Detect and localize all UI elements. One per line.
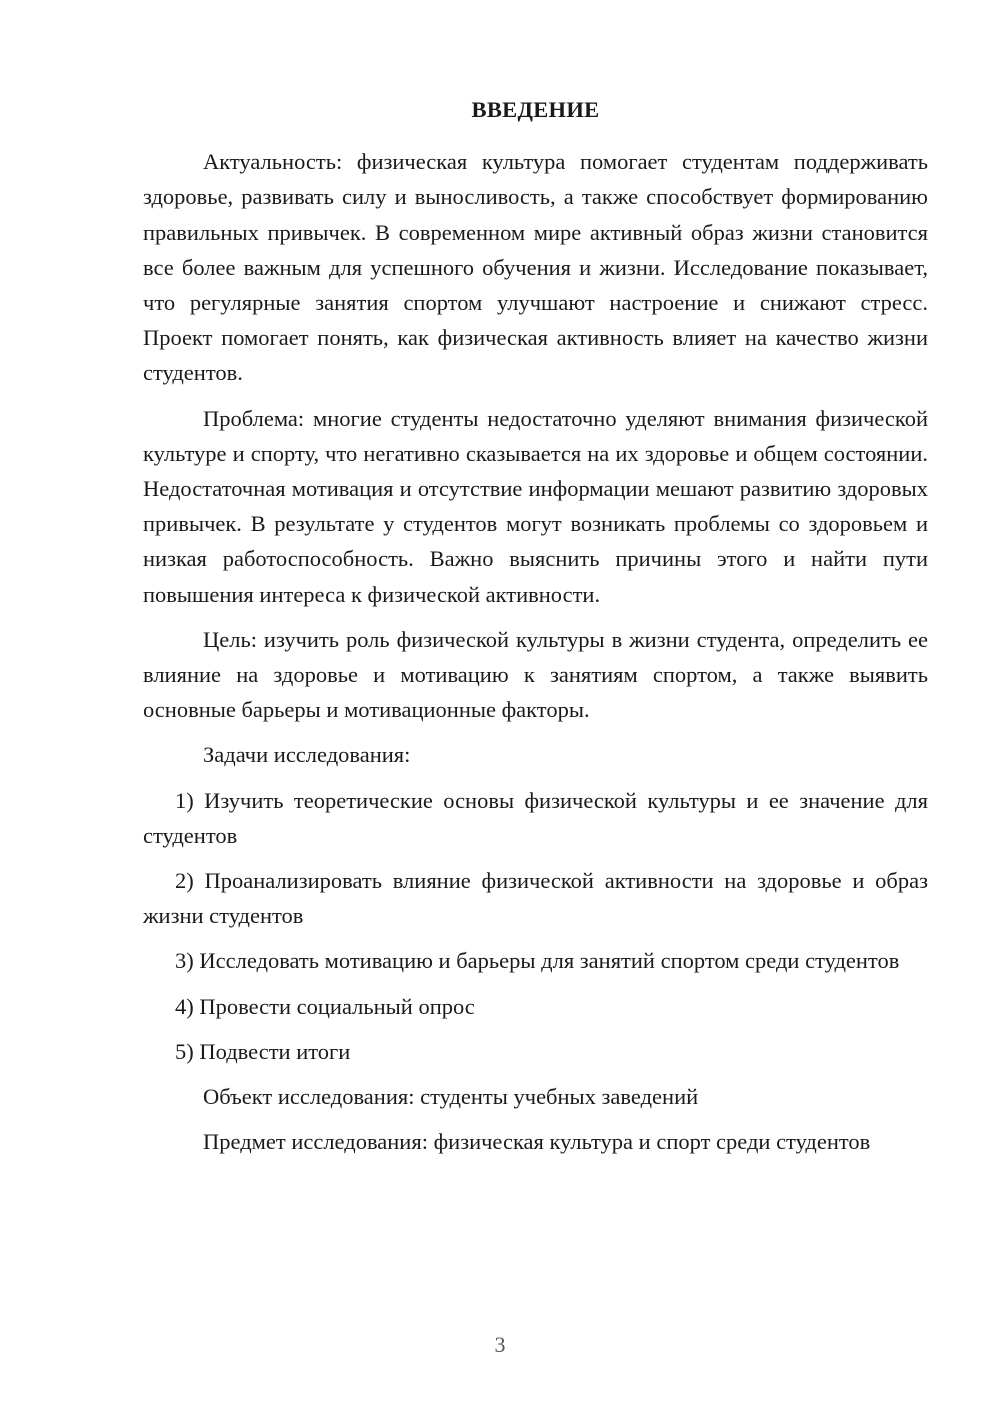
page-number: 3 xyxy=(494,1332,506,1357)
task-item: 4) Провести социальный опрос xyxy=(175,993,475,1019)
problem-paragraph: Проблема: многие студенты недостаточно уделяют внимания физической культуре и спорту, что негативно сказывается на их здоровье и общем состоянии. Недостаточная мотивация и отсутствие информации мешают развитию здоровых привычек. В результате у студентов могут возникать проблемы со здоровьем и низкая работоспособность. Важно выяснить причины этого и найти пути повышения интереса к физической активности. xyxy=(143,405,928,607)
task-item: 5) Подвести итоги xyxy=(175,1038,351,1064)
relevance-paragraph: Актуальность: физическая культура помогает студентам поддерживать здоровье, развивать силу и выносливость, а также способствует формированию правильных привычек. В современном мире активный образ жизни становится все более важным для успешного обучения и жизни. Исследование показывает, что регулярные занятия спортом улучшают настроение и снижают стресс. Проект помогает понять, как физическая активность влияет на качество жизни студентов. xyxy=(143,149,928,386)
task-item: 1) Изучить теоретические основы физической культуры и ее значение для студентов xyxy=(143,787,928,848)
task-item: 2) Проанализировать влияние физической активности на здоровье и образ жизни студентов xyxy=(143,868,928,929)
goal-paragraph: Цель: изучить роль физической культуры в жизни студента, определить ее влияние на здоровье и мотивацию к занятиям спортом, а также выявить основные барьеры и мотивационные факторы. xyxy=(143,626,928,723)
subject-paragraph: Предмет исследования: физическая культура и спорт среди студентов xyxy=(203,1129,871,1155)
task-item: 3) Исследовать мотивацию и барьеры для занятий спортом среди студентов xyxy=(175,948,900,974)
section-heading: ВВЕДЕНИЕ xyxy=(471,97,600,122)
tasks-heading: Задачи исследования: xyxy=(203,742,411,768)
document-body xyxy=(143,92,928,1169)
object-paragraph: Объект исследования: студенты учебных заведений xyxy=(203,1084,699,1110)
